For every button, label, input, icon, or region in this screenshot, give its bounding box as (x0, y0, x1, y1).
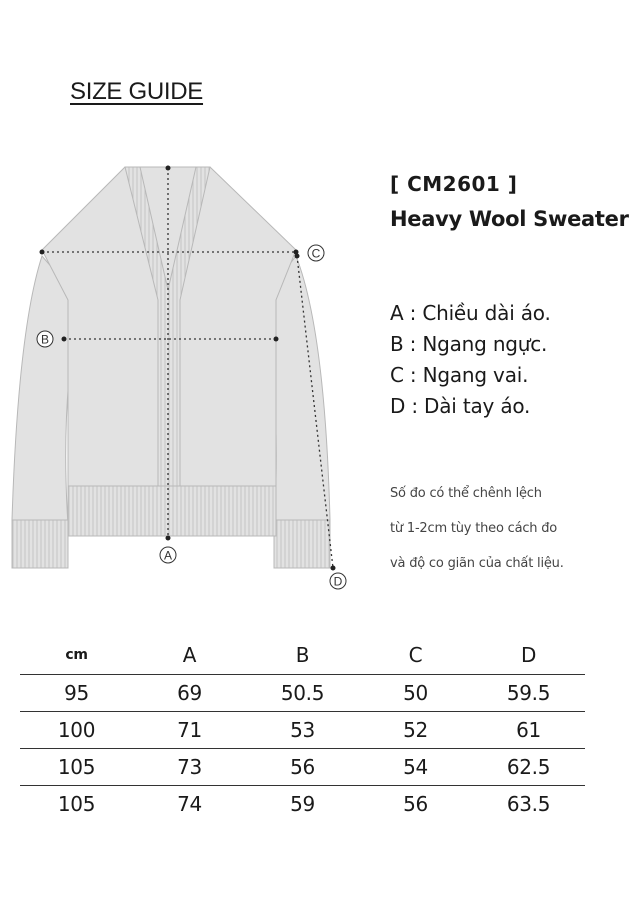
table-cell: 50.5 (246, 675, 359, 712)
cardigan-sweater-illustration (0, 150, 360, 600)
legend-item-d: D : Dài tay áo. (390, 394, 531, 418)
legend-item-c: C : Ngang vai. (390, 363, 529, 387)
svg-text:C: C (311, 246, 321, 261)
table-row (20, 712, 585, 749)
table-cell: 69 (133, 675, 246, 712)
page-title: SIZE GUIDE (70, 78, 204, 105)
marker-b (37, 331, 53, 347)
legend-item-b: B : Ngang ngực. (390, 332, 548, 356)
table-cell: 73 (133, 749, 246, 786)
measurement-note (390, 476, 595, 581)
svg-text:B: B (40, 332, 50, 347)
table-cell: 53 (246, 712, 359, 749)
marker-c (308, 245, 324, 261)
table-cell: 56 (403, 792, 428, 816)
measurement-legend (390, 298, 551, 422)
column-header-d: D (472, 636, 585, 675)
column-header-c: C (359, 636, 472, 675)
product-code: [ CM2601 ] (390, 172, 518, 196)
product-name: Heavy Wool Sweater (390, 207, 629, 231)
table-cell: 62.5 (472, 749, 585, 786)
marker-d (330, 573, 346, 589)
svg-text:D: D (333, 574, 343, 589)
size-table (20, 636, 585, 822)
table-cell: 74 (177, 792, 202, 816)
table-cell: 59 (290, 792, 315, 816)
table-cell: 105 (20, 749, 133, 786)
column-header-b: B (246, 636, 359, 675)
table-cell: 54 (359, 749, 472, 786)
table-row (20, 786, 585, 823)
legend-item-a: A : Chiều dài áo. (390, 301, 551, 325)
table-cell: 50 (359, 675, 472, 712)
table-header-row (20, 636, 585, 675)
table-cell: 95 (20, 675, 133, 712)
marker-a (160, 547, 176, 563)
table-cell: 105 (57, 792, 96, 816)
table-row (20, 749, 585, 786)
table-row (20, 675, 585, 712)
table-cell: 100 (20, 712, 133, 749)
table-cell: 56 (246, 749, 359, 786)
table-cell: 61 (472, 712, 585, 749)
table-cell: 71 (133, 712, 246, 749)
note-line: và độ co giãn của chất liệu. (390, 556, 564, 571)
table-cell: 52 (359, 712, 472, 749)
svg-text:A: A (163, 548, 173, 563)
column-header-unit: cm (20, 636, 133, 675)
column-header-a: A (133, 636, 246, 675)
note-line: từ 1-2cm tùy theo cách đo (390, 521, 558, 536)
note-line: Số đo có thể chênh lệch (390, 486, 542, 501)
table-cell: 59.5 (472, 675, 585, 712)
table-cell: 63.5 (506, 792, 551, 816)
